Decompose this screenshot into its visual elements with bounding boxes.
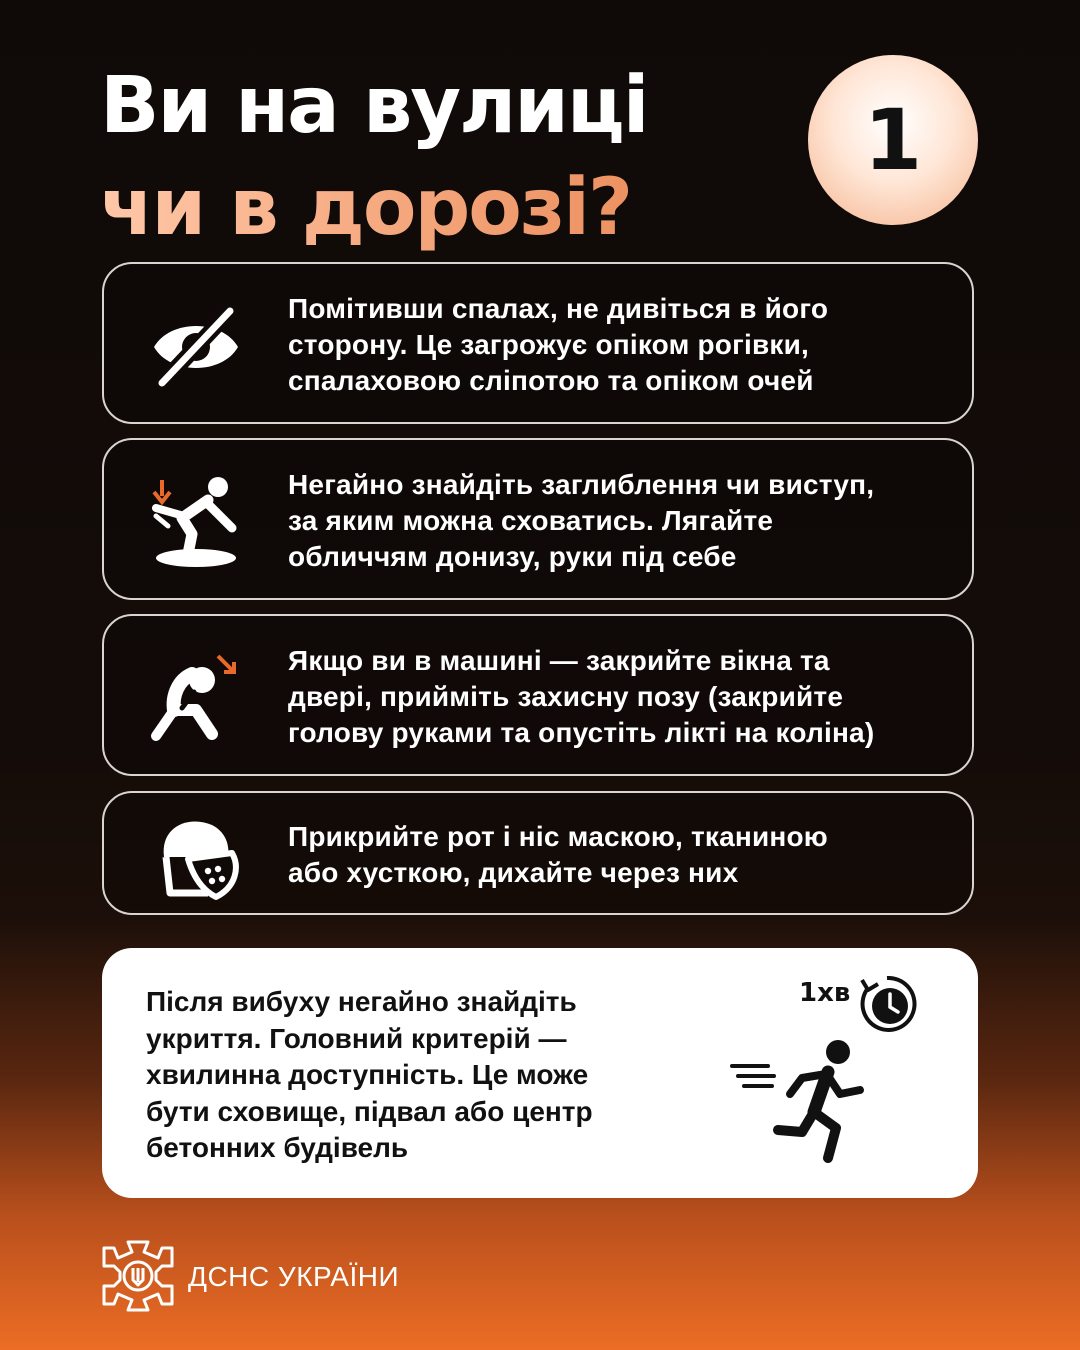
crossed-eye-icon — [148, 297, 244, 393]
shelter-line-1: Після вибуху негайно знайдіть — [146, 986, 577, 1017]
tip-card-4 — [102, 791, 974, 915]
clock-icon — [854, 970, 920, 1036]
time-label: 1хв — [799, 978, 851, 1008]
tip-text-1 — [288, 291, 942, 399]
shelter-card — [102, 948, 978, 1198]
step-number-badge: 1 — [808, 55, 978, 225]
tip-2-line-1: Негайно знайдіть заглиблення чи виступ, — [288, 469, 875, 500]
tip-card-3 — [102, 614, 974, 776]
shelter-line-3: хвилинна доступність. Це може — [146, 1059, 589, 1090]
tip-4-line-2: або хусткою, дихайте через них — [288, 857, 739, 888]
tip-3-line-1: Якщо ви в машині — закрийте вікна та — [288, 645, 830, 676]
title-line-2: чи в дорозі? — [100, 157, 647, 259]
shelter-line-2: укриття. Головний критерій — — [146, 1022, 567, 1054]
shelter-line-5: бетонних будівель — [146, 1132, 409, 1163]
tip-4-line-1: Прикрийте рот і ніс маскою, тканиною — [288, 821, 828, 852]
tip-card-2 — [102, 438, 974, 600]
tip-card-1 — [102, 262, 974, 424]
tip-2-line-2: за яким можна сховатись. Лягайте — [288, 505, 774, 536]
page-title — [100, 55, 647, 259]
tip-text-4 — [288, 819, 942, 891]
tip-text-2 — [288, 467, 942, 575]
tip-3-line-2: двері, прийміть захисну позу (закрийте — [288, 681, 844, 712]
tip-3-line-3: голову руками та опустіть лікті на коліна) — [288, 717, 875, 748]
protective-pose-icon — [148, 650, 244, 746]
tip-1-line-2: сторону. Це загрожує опіком рогівки, — [288, 329, 809, 360]
tip-1-line-1: Помітивши спалах, не дивіться в його — [288, 293, 829, 324]
shelter-line-4: бути сховище, підвал або центр — [146, 1095, 593, 1127]
title-line-1: Ви на вулиці — [100, 61, 648, 151]
tip-1-line-3: спалаховою сліпотою та опіком очей — [288, 365, 814, 396]
tip-text-3 — [288, 643, 942, 751]
tip-2-line-3: обличчям донизу, руки під себе — [288, 541, 737, 572]
running-person-icon — [728, 1036, 878, 1166]
face-mask-icon — [148, 809, 244, 905]
shelter-text — [146, 984, 593, 1167]
org-name: ДСНС УКРАЇНИ — [188, 1261, 400, 1292]
dsns-emblem-icon — [100, 1238, 176, 1314]
person-dropping-prone-icon — [148, 474, 244, 570]
